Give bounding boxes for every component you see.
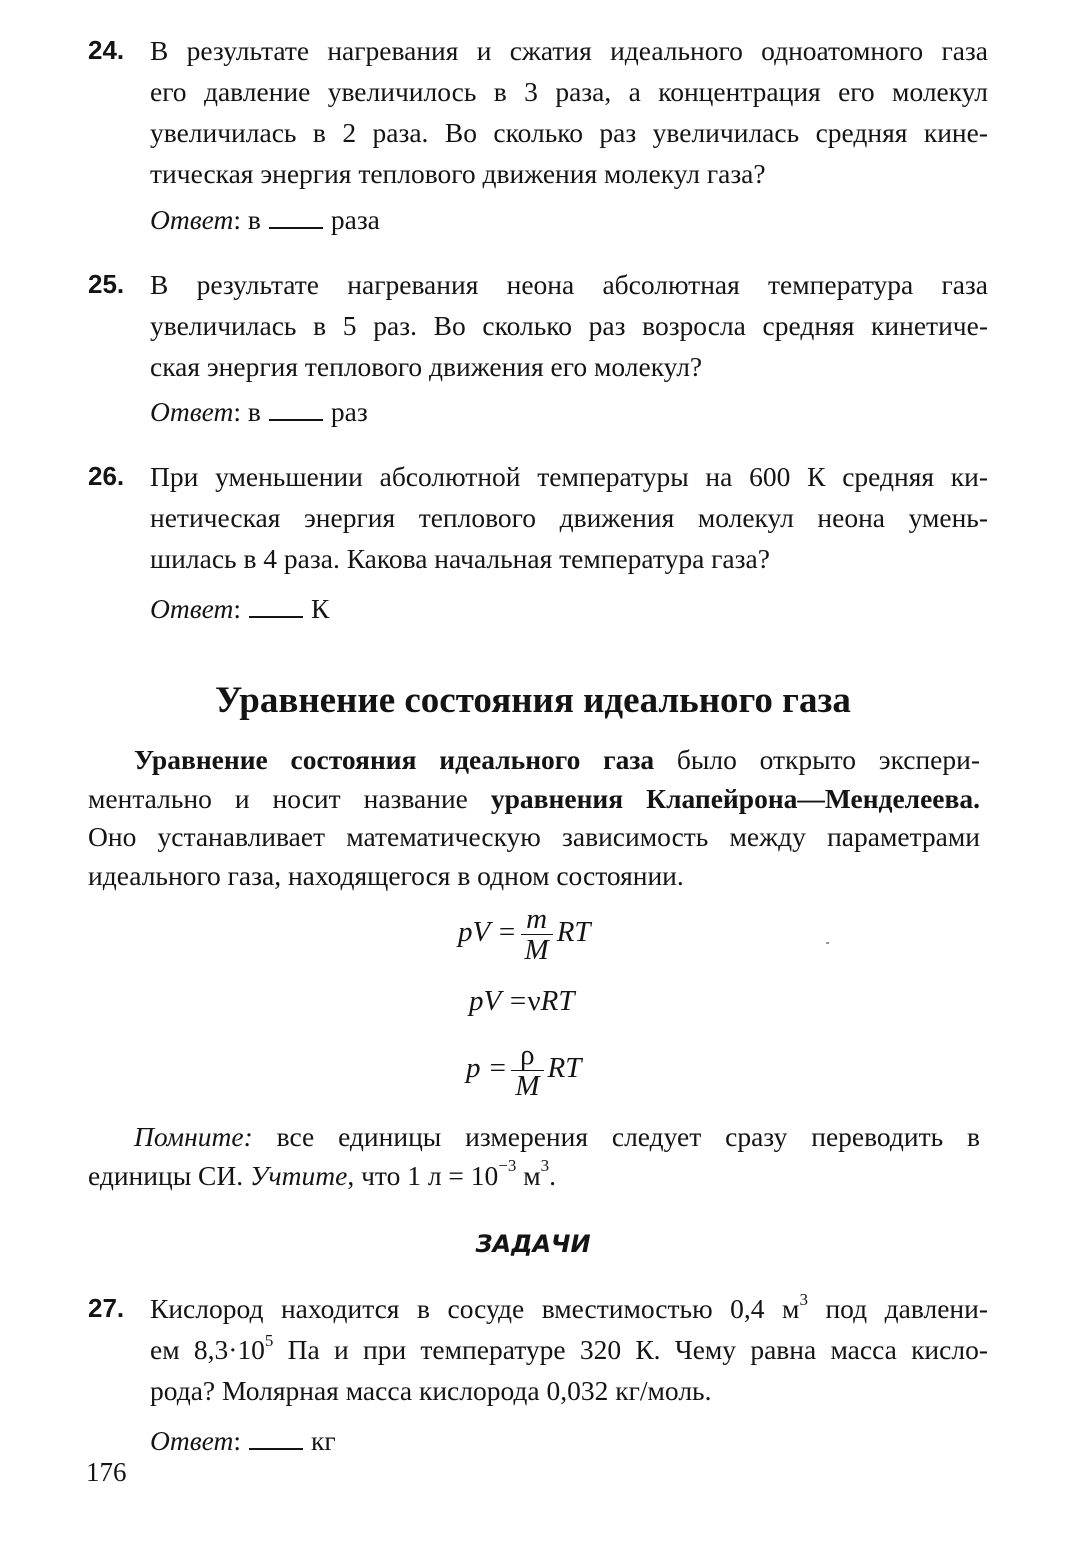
answer-blank[interactable] xyxy=(269,207,323,229)
intro-paragraph xyxy=(88,741,980,895)
answer-label: Ответ xyxy=(150,1425,234,1456)
problem-line: шилась в 4 раза. Какова начальная температура газа? xyxy=(150,543,770,574)
problem-text xyxy=(150,30,988,194)
answer-unit: кг xyxy=(311,1425,336,1456)
remember-label: Помните: xyxy=(134,1121,253,1152)
paragraph-line: Уравнение состояния идеального газа было открыто экспери- xyxy=(134,744,980,775)
problem-line: В результате нагревания неона абсолютная температура газа xyxy=(150,269,988,300)
problem-line: В результате нагревания и сжатия идеального одноатомного газа xyxy=(150,35,988,66)
answer-unit: раз xyxy=(330,396,368,427)
section-title: Уравнение состояния идеального газа xyxy=(215,680,851,721)
problem-line: нетическая энергия теплового движения молекул неона умень- xyxy=(150,502,988,533)
problem-line: ем $8,3\cdot 10^5$ Па и при температуре 320 К. Чему равна масса кисло- xyxy=(150,1330,988,1365)
term-bold: Уравнение состояния идеального газа xyxy=(134,744,655,775)
problem-25 xyxy=(88,264,988,387)
answer-blank[interactable] xyxy=(269,399,323,421)
page-number: 176 xyxy=(86,1457,127,1487)
tasks-heading: ЗАДАЧИ xyxy=(475,1230,591,1258)
problem-24 xyxy=(88,30,988,194)
fraction: $\frac{\rho}{M}$ xyxy=(511,1040,543,1101)
answer-27 xyxy=(150,1424,336,1458)
paragraph-line: ментально и носит название уравнения Клапейрона—Менделеева. xyxy=(88,782,980,814)
formula-clapeyron-moles: pV =νRT xyxy=(469,985,575,1017)
problem-line: увеличилась в 2 раза. Во сколько раз увеличилась средняя кине- xyxy=(150,117,988,148)
formula-clapeyron-density: p = $\frac{\rho}{M}$ RT xyxy=(466,1039,582,1102)
note-label: Учтите xyxy=(250,1159,348,1191)
problem-line: ская энергия теплового движения его молекул? xyxy=(150,351,703,382)
paragraph-line: Оно устанавливает математическую зависимость между параметрами xyxy=(88,821,980,852)
scan-speck xyxy=(826,942,829,944)
paragraph-line: Помните: все единицы измерения следует сразу переводить в xyxy=(134,1121,980,1152)
problem-text xyxy=(150,264,988,387)
paragraph-line: единицы СИ. Учтите, что 1 $л = 10^{-3}$ $м^3$. xyxy=(88,1156,557,1191)
answer-prefix: : xyxy=(233,1425,241,1456)
answer-24 xyxy=(150,203,380,237)
term-bold: уравнения Клапейрона—Менделеева. xyxy=(490,782,980,814)
answer-prefix: : xyxy=(233,593,241,624)
problem-line: увеличилась в 5 раз. Во сколько раз возросла средняя кинетиче- xyxy=(150,310,988,341)
answer-blank[interactable] xyxy=(249,1428,303,1450)
problem-27 xyxy=(88,1288,988,1411)
remember-paragraph xyxy=(88,1118,980,1195)
problem-26 xyxy=(88,456,988,579)
answer-label: Ответ xyxy=(150,396,234,427)
problem-line: тическая энергия теплового движения молекул газа? xyxy=(150,158,766,189)
problem-line: При уменьшении абсолютной температуры на 600 К средняя ки- xyxy=(150,461,988,492)
answer-blank[interactable] xyxy=(249,596,303,618)
problem-number: 26. xyxy=(88,461,125,491)
answer-prefix: : в xyxy=(233,204,261,235)
paragraph-line: идеального газа, находящегося в одном состоянии. xyxy=(88,859,684,891)
answer-26 xyxy=(150,592,329,626)
problem-number: 24. xyxy=(88,35,125,65)
answer-prefix: : в xyxy=(233,396,261,427)
formula-clapeyron-mass: pV = $\frac{m}{M}$ RT xyxy=(458,903,591,966)
answer-label: Ответ xyxy=(150,204,234,235)
answer-unit: К xyxy=(311,593,330,624)
answer-unit: раза xyxy=(330,204,380,235)
problem-line: рода? Молярная масса кислорода 0,032 кг/моль. xyxy=(150,1375,712,1406)
fraction: $\frac{m}{M}$ xyxy=(521,904,553,965)
answer-25 xyxy=(150,395,368,429)
problem-text xyxy=(150,1288,988,1411)
problem-line: его давление увеличилось в 3 раза, а концентрация его молекул xyxy=(150,76,988,107)
answer-label: Ответ xyxy=(150,593,234,624)
problem-number: 25. xyxy=(88,269,125,299)
problem-number: 27. xyxy=(88,1293,125,1323)
problem-line: Кислород находится в сосуде вместимостью 0,4 $м^3$ под давлени- xyxy=(150,1289,988,1324)
problem-text xyxy=(150,456,988,579)
